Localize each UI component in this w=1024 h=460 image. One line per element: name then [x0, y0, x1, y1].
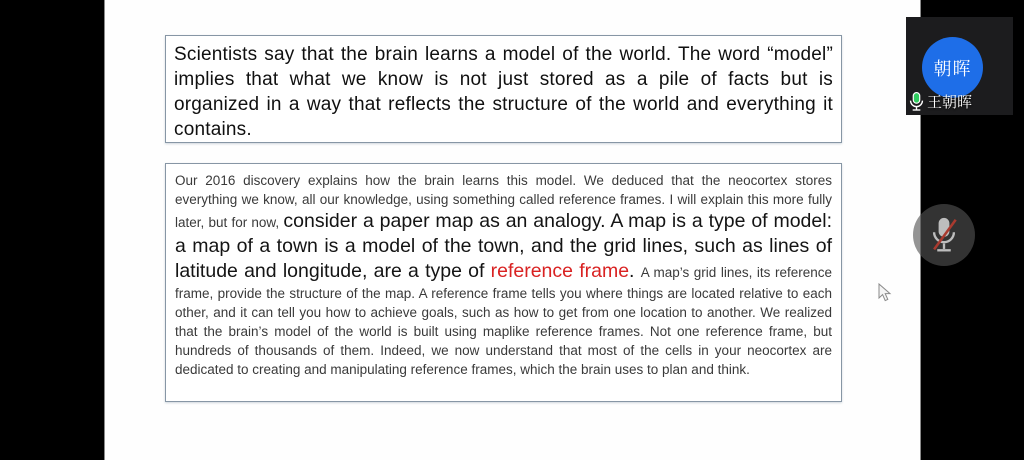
- participant-name: 王朝晖: [927, 94, 973, 111]
- body-segment-large: consider a paper map as an analogy. A map is a type of model: a map of a town is a model of the town, and the grid lines, such as lines of latitude and longitude, are a type of: [175, 210, 832, 282]
- body-paragraph: [175, 171, 832, 379]
- mouse-cursor-icon: [878, 283, 892, 303]
- participant-name-row: [908, 91, 972, 112]
- microphone-muted-icon: [926, 213, 962, 257]
- microphone-active-icon: [908, 91, 925, 112]
- body-segment-small: Our 2016 discovery explains how the brain learns this model. We deduced that the neocortex stores everything we know, all our knowledge, using something called reference frames. I will explain this more fully later, but for now,: [175, 173, 832, 230]
- quote-paragraph: Scientists say that the brain learns a model of the world. The word “model” implies that what we know is not just stored as a pile of facts but is organized in a way that reflects the structure of the world and everything it contains.: [174, 44, 833, 140]
- participant-avatar: [922, 37, 983, 98]
- body-text-box: [165, 163, 842, 402]
- avatar-label: 朝晖: [933, 58, 972, 79]
- mute-button[interactable]: [913, 204, 975, 266]
- participant-video-tile[interactable]: [906, 17, 1013, 115]
- body-segment-large-red: reference frame: [490, 260, 630, 282]
- body-segment-large: .: [629, 260, 641, 282]
- quote-text-box: [165, 35, 842, 143]
- shared-document-area: [104, 0, 921, 460]
- body-segment-small: A map’s grid lines, its reference frame, provide the structure of the map. A reference frame tells you where things are located relative to each other, and it can tell you how to achieve goals, such as how to get from one location to another. We realized that the brain’s model of the world is built using maplike reference frames. Not one reference frame, but hundreds of thousands of them. Indeed, we now understand that most of the cells in your neocortex are dedicated to creating and manipulating reference frames, which the brain uses to plan and think.: [175, 265, 832, 377]
